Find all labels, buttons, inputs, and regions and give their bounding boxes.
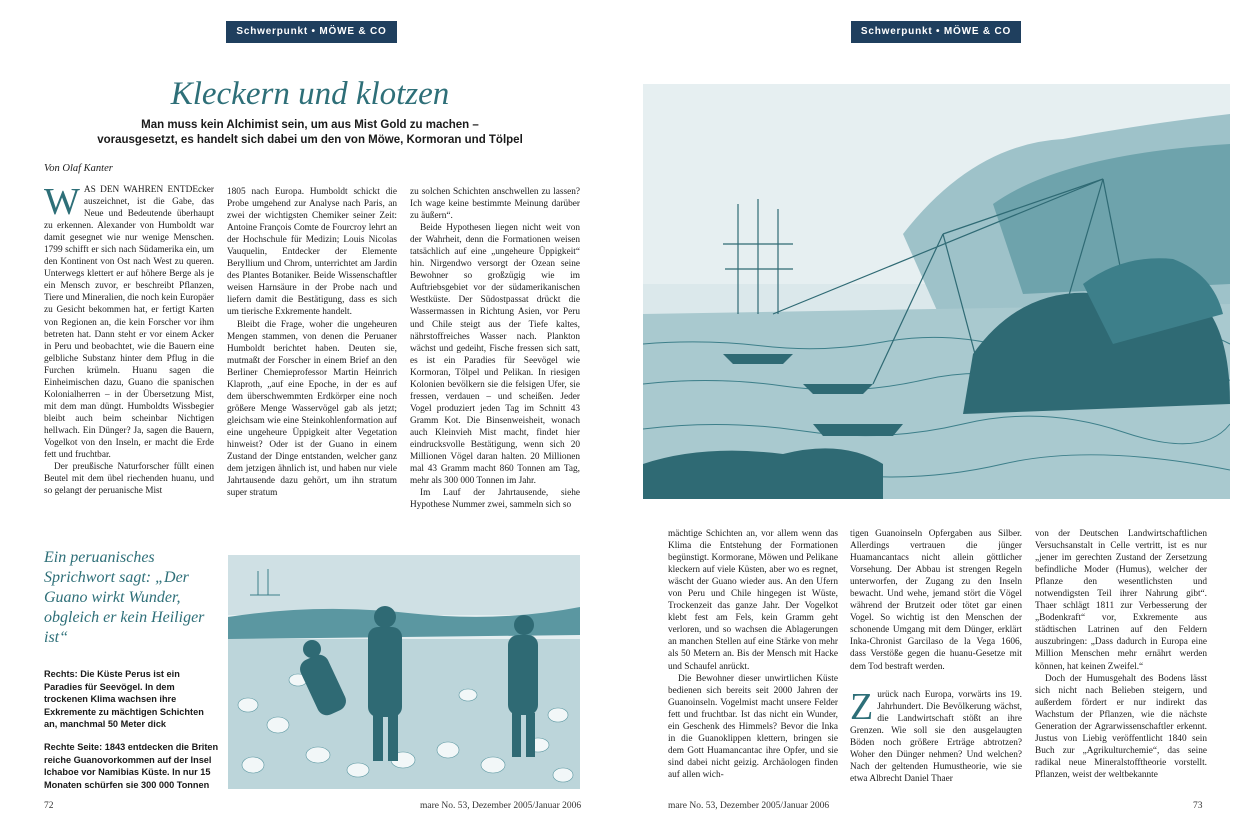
- footer-left: mare No. 53, Dezember 2005/Januar 2006: [420, 801, 582, 811]
- left-column-2: [227, 186, 397, 529]
- lead-text: AS DEN WAHREN ENTDEcker auszeichnet, ist die Gabe, das Neue und Bedeutende überhaupt zu erkennen. Alexander von Humboldt war damit gesegnet wie nur wenige Menschen. 1799 schifft er sich nach Südamerika ein, um den Kontinent von Ost nach West zu queren. Unterwegs klettert er auf höhere Berge als je ein Mensch zuvor, er beschreibt Pflanzen, Tiere und Mineralien, die noch kein Europäer zu Gesicht bekommen hat, er fertigt Karten von Regionen an, die kein Forscher vor ihm betreten hat. Dann steht er vor einem Acker in Peru und beobachtet, wie die Bauern eine gelbliche Substanz hinter dem Pflug in die Furchen krümeln. Huanu sagen die Einheimischen dazu, Guano die spanischen Kolonialherren – in der Übersetzung Mist, mit dem man düngt. Humboldts Wissbegier bleibt auch beim scheinbar Nichtigen hellwach. Ein Dünger? Ja, sagen die Bauern, Vogelkot von den Inseln, er macht die Erde fett und fruchtbar.: [44, 185, 214, 461]
- left-column-1: [44, 184, 214, 529]
- subtitle-line-2: vorausgesetzt, es handelt sich dabei um den von Möwe, Kormoran und Tölpel: [97, 134, 523, 146]
- subtitle-line-1: Man muss kein Alchimist sein, um aus Mist Gold zu machen –: [141, 119, 479, 131]
- paragraph: Doch der Humusgehalt des Bodens lässt sich nicht nach Belieben steigern, und außerdem fördert er nur indirekt das Wachstum der Pflanzen, wie die nächste Generation der Agrarwissenschaftler erkennt. Justus von Liebig veröffentlicht 1840 sein Buch zur „Agrikulturchemie“, das seine radikal neue Mineralstofftheorie vorstellt. Pflanzen, weist der weltbekannte: [1035, 673, 1207, 780]
- drop-cap: W: [44, 184, 80, 223]
- page-number-left: 72: [44, 801, 54, 811]
- caption-right: Rechts: Die Küste Perus ist ein Paradies für Seevögel. In dem trockenen Klima wachsen ihre Exkremente zu mächtigen Schichten an, manchmal 50 Meter dick: [44, 669, 204, 729]
- article-title: Kleckern und klotzen: [170, 76, 450, 112]
- right-column-2: [850, 528, 1022, 790]
- drop-cap: Z: [850, 685, 874, 728]
- section-badge-left: Schwerpunkt • MÖWE & CO: [226, 21, 397, 43]
- paragraph: mächtige Schichten an, vor allem wenn das Klima die Entstehung der Formationen begünstigt. Kormorane, Möwen und Pelikane kleckern auf viele Küsten, aber wo es regnet, wäscht der Guano wieder aus. An den Ufern von Peru und Chile hingegen ist Wüste, Trockenzeit das ganze Jahr. Der Vogelkot klebt fest am Fels, kein Gramm geht verloren, und so wachsen die Ablagerungen an manchen Stellen auf eine Stärke von mehr als 50 Metern an. Bis der Mensch mit Hacke und Schaufel anrückt.: [668, 529, 838, 672]
- paragraph: tigen Guanoinseln Opfergaben aus Silber. Allerdings vertrauen die jünger Huamancantacs nicht allein göttlicher Vorsehung. Der Abbau ist strengen Regeln unterworfen, der Zugang zu den Inseln bewacht. Und wehe, jemand stört die Vögel während der Brutzeit oder tötet gar einen Vogel. So wichtig ist den Menschen der schonende Umgang mit dem Dünger, erklärt Inka-Chronist Garcilaso de la Vega 1606, dass Verstöße gegen die huanu-Gesetze mit dem Tod bestraft werden.: [850, 529, 1022, 672]
- paragraph: zu solchen Schichten anschwellen zu lassen? Ich wage keine bestimmte Meinung darüber zu äußern“.: [410, 187, 580, 222]
- right-column-1: [668, 528, 838, 790]
- author-byline: Von Olaf Kanter: [44, 163, 113, 174]
- page-number-right: 73: [1193, 801, 1203, 811]
- paragraph: Beide Hypothesen liegen nicht weit von der Wahrheit, denn die Formationen weisen tatsächlich auf eine „ungeheure Üppigkeit“ hin. Nirgendwo versorgt der Ozean seine Bewohner so großzügig wie im Auftriebsgebiet vor der südamerikanischen Westküste. Der Südostpassat drückt die Wassermassen in Richtung Asien, vor Peru und Chile steigt aus der Tiefe kaltes, nährstoffreiches Wasser nach. Plankton wächst und gedeiht, Fische fressen sich satt, es ist ein Paradies für Seevögel wie Kormoran, Tölpel und Pelikan. In riesigen Kolonien bevölkern sie die felsigen Ufer, sie fressen, verdauen – und scheißen. Jeder Vogel produziert jeden Tag im Schnitt 43 Gramm Kot. Die Binsenweisheit, wonach auch Kleinvieh Mist macht, findet hier eindrucksvolle Bestätigung, wenn sich 20 Millionen Vögel daran halten. 20 Millionen mal 43 Gramm macht 860 Tonnen am Tag, mehr als 300 000 Tonnen im Jahr.: [410, 223, 580, 487]
- caption-right-page: Rechte Seite: 1843 entdecken die Briten reiche Guanovorkommen auf der Insel Ichaboe vor Namibias Küste. In nur 15 Monaten schürfen sie 300 000 Tonnen: [44, 742, 219, 790]
- paragraph: Im Lauf der Jahrtausende, siehe Hypothese Nummer zwei, sammeln sich so: [410, 488, 580, 511]
- right-column-3: [1035, 528, 1207, 790]
- paragraph: 1805 nach Europa. Humboldt schickt die Probe umgehend zur Analyse nach Paris, an zwei der wichtigsten Chemiker seiner Zeit: Antoine François Comte de Fourcroy lehrt an der Hochschule für Medizin; Louis Nicolas Vauquelin, Entdecker der Elemente Beryllium und Chrom, unterrichtet am Jardin des Plantes Botaniker. Beide Wissenschaftler weisen Harnsäure in der Probe nach und liefern damit die Bestätigung, dass es sich um tierische Exkremente handelt.: [227, 187, 397, 318]
- left-column-3: [410, 186, 580, 529]
- section-badge-right: Schwerpunkt • MÖWE & CO: [851, 21, 1021, 43]
- paragraph: Der preußische Naturforscher füllt einen Beutel mit dem übel riechenden huanu, und so gelangt der peruanische Mist: [44, 462, 214, 497]
- paragraph: von der Deutschen Landwirtschaftlichen Versuchsanstalt in Celle vertritt, ist es nur „jener im gerechten Zustand der Zersetzung befindliche Moder (Humus), welcher der Pflanze den wesentlichsten und notwendigsten Teil ihrer Nahrung gibt“. Thaer schlägt 1811 zur Verbesserung der „Bodenkraft“ vor, Exkremente aus städtischen Latrinen auf den Feldern auszubringen: „Dass dadurch in Europa eine Million Menschen mehr ernährt werden können, hat keinen Zweifel.“: [1035, 529, 1207, 672]
- guano-workers-engraving: [228, 555, 580, 789]
- paragraph: [44, 184, 214, 461]
- footer-right: mare No. 53, Dezember 2005/Januar 2006: [668, 801, 830, 811]
- lead-text: urück nach Europa, vorwärts ins 19. Jahrhundert. Die Bevölkerung wächst, die Landwirtschaft stößt an ihre Grenzen. Wie soll sie den ausgelaugten Böden noch größere Erträge abtrotzen? Woher den Dünger nehmen? Und welchen? Nach der geltenden Humustheorie, wie sie etwa Albrecht Daniel Thaer: [850, 689, 1022, 784]
- paragraph: [850, 685, 1022, 785]
- pull-quote: Ein peruanisches Sprichwort sagt: „Der Guano wirkt Wunder, obgleich er kein Heiliger ist“: [44, 549, 205, 646]
- ichaboe-island-engraving: [643, 84, 1230, 499]
- paragraph: Bleibt die Frage, woher die ungeheuren Mengen stammen, von denen die Peruaner Humboldt berichtet haben. Deuten sie, mutmaßt der Forscher in einem Brief an den Berliner Chemieprofessor Martin Heinrich Klaproth, „auf eine Epoche, in der es auf dem überschwemmten Erdkörper eine noch größere Menge Wasservögel gab als jetzt; gleichsam wie eine Steinkohlenformation auf eine ungeheure Üppigkeit alter Vegetation hinweist? Oder ist der Guano in einem Zustand der Dinge entstanden, welcher ganz dem jetzigen ähnlich ist, und haben nur viele Jahrtausende dazu gehört, um ihn stratum super stratum: [227, 319, 397, 499]
- paragraph: Die Bewohner dieser unwirtlichen Küste bedienen sich bereits seit 2000 Jahren der Guanoinseln. Vogelmist macht unsere Felder fett und fruchtbar. Ist das nicht ein Wunder, ein Geschenk des Himmels? Bevor die Inka in die Guanoklippen klettern, bringen sie dem Gott Huamancantac ihre Opfer, und sie sind dabei nicht geizig. Archäologen finden auf allen wich-: [668, 673, 838, 780]
- article-subtitle: [40, 118, 580, 148]
